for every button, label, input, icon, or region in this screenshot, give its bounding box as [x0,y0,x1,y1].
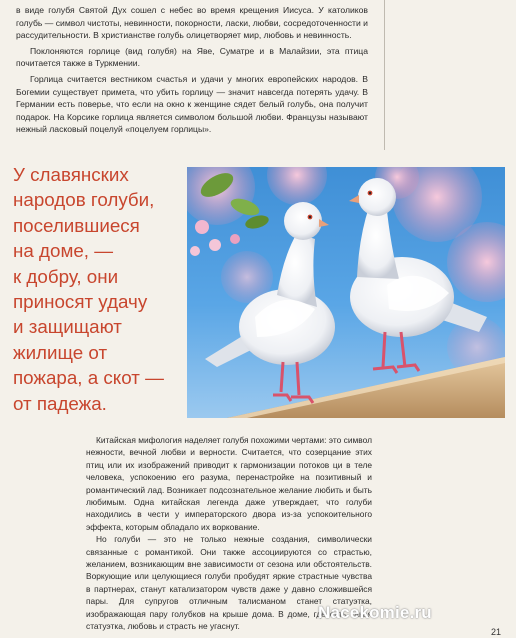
page-number: 21 [491,627,502,637]
top-paragraph-3: Горлица считается вестником счастья и удачи у многих европейских народов. В Богемии существует примета, что убить горлицу — значит навсегда потерять удачу. В Германии есть поверье, что если на окно к женщине сядет белый голубь, она получит подарок. На Корсике горлица является символом большой любви. Французы называют нежный ласковый поцелуй «поцелуем горлицы». [16,73,368,135]
top-text-column [16,4,368,139]
pull-quote-line: народов голуби, [13,189,155,211]
doves-photo [187,167,505,418]
pull-quote-line: приносят удачу [13,291,148,313]
pull-quote [13,162,183,416]
bottom-paragraph-2: Но голуби — это не только нежные создания, символически связанные с романтикой. Они также ассоциируются со страстью, желанием, возникающим вне зависимости от сезона или обстоятельств. Воркующие или целующиеся голуби пробудят яркие страстные чувства в партнерах, станут катализатором чувств даже у давно сложившейся пары. Для супругов отличным талисманом станет статуэтка, изображающая пару голубков на крыше дома. В доме, где есть такая статуэтка, любовь и страсть не угаснут. [86,534,372,632]
column-divider [384,0,385,150]
pull-quote-line: к добру, они [13,265,119,287]
site-watermark: Nacekomie.ru [318,603,432,622]
pull-quote-line: на доме, — [13,240,114,262]
pull-quote-line: и защищают [13,316,122,338]
doves-illustration [187,167,505,418]
pull-quote-line: У славянских [13,164,129,185]
pull-quote-line: поселившиеся [13,214,140,236]
pull-quote-line: жилище от [13,341,108,363]
pull-quote-line: пожара, а скот — [13,367,164,389]
top-paragraph-1: в виде голубя Святой Дух сошел с небес во время крещения Иисуса. У католиков голубь — символ чистоты, невинности, покорности, ласки, любви, сосредоточенности и рассудительности. В христианстве голубь олицетворяет мир, любовь и невинность. [16,5,368,41]
top-paragraph-2: Поклоняются горлице (вид голубя) на Яве, Суматре и в Малайзии, эта птица почитается также в Туркмении. [16,45,368,69]
pull-quote-line: от падежа. [13,392,107,414]
bottom-paragraph-1: Китайская мифология наделяет голубя похожими чертами: это символ нежности, вечной любви и верности. Считается, что созерцание этих птиц или их изображений приводит к гармонизации потоков ци в теле человека, успокоению его разума, перенастройке на позитивный и романтический лад. Возникает подсознательное желание любить и быть любимым. Одна китайская легенда даже утверждает, что голуби находились в чести у императорского двора из-за успокоительного эффекта, которым обладало их воркование. [86,435,372,532]
